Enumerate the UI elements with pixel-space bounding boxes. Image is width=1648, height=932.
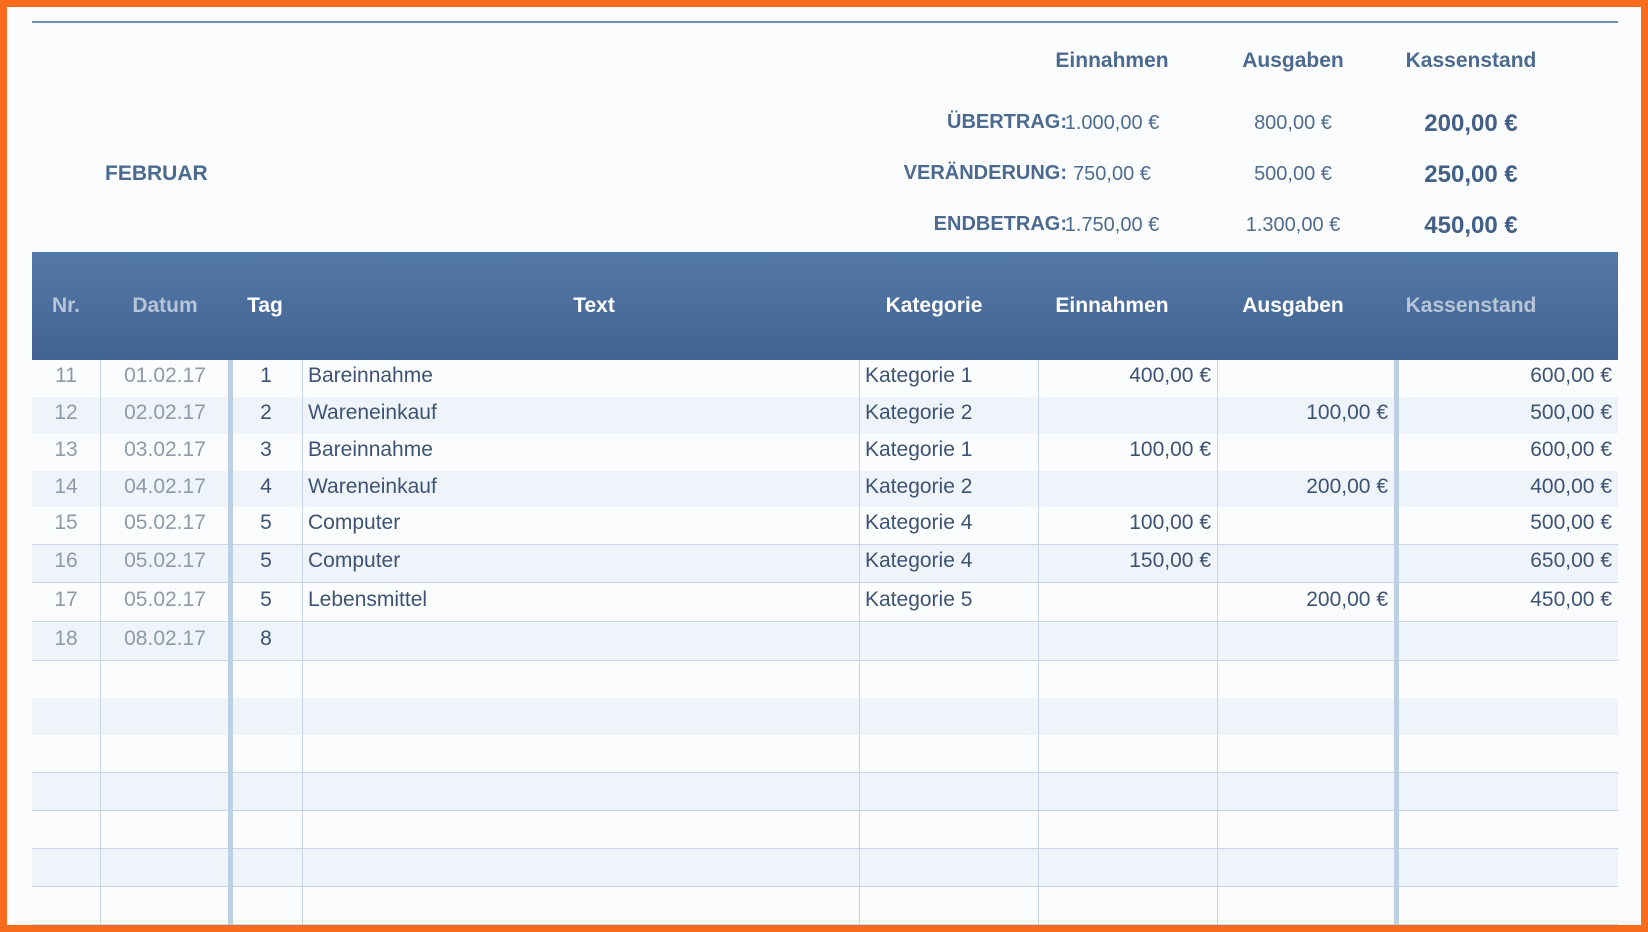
cell-expense[interactable]: 200,00 € — [1306, 475, 1388, 498]
cell-income[interactable] — [1038, 811, 1217, 848]
cell-date[interactable] — [100, 735, 230, 772]
cell-nr[interactable]: 12 — [54, 401, 78, 424]
summary-final-expense[interactable]: 1.300,00 € — [1245, 214, 1341, 236]
column-header-expense[interactable]: Ausgaben — [1242, 294, 1344, 317]
column-header-category[interactable]: Kategorie — [885, 294, 983, 317]
cell-balance[interactable]: 400,00 € — [1530, 475, 1612, 498]
cell-income[interactable] — [1038, 849, 1217, 886]
cell-nr[interactable]: 11 — [55, 364, 77, 387]
cell-income[interactable] — [1038, 397, 1217, 434]
table-row — [32, 811, 1618, 849]
cell-day[interactable] — [230, 811, 302, 848]
cell-category[interactable]: Kategorie 5 — [865, 588, 973, 611]
cell-expense[interactable] — [1217, 849, 1394, 886]
cell-income[interactable] — [1038, 698, 1217, 735]
table-row — [32, 849, 1618, 887]
column-header-nr[interactable]: Nr. — [51, 294, 80, 317]
table-row — [32, 360, 1618, 398]
cell-date[interactable]: 05.02.17 — [124, 511, 206, 534]
cell-expense[interactable] — [1217, 507, 1394, 544]
cell-expense[interactable] — [1217, 623, 1394, 660]
cell-balance[interactable]: 450,00 € — [1530, 588, 1612, 611]
cell-balance[interactable] — [1394, 661, 1618, 698]
cell-nr[interactable]: 16 — [54, 549, 78, 572]
table-row — [32, 584, 1618, 622]
cell-text[interactable]: Lebensmittel — [308, 588, 428, 611]
cell-category[interactable] — [859, 735, 1038, 772]
summary-change-expense[interactable]: 500,00 € — [1254, 163, 1332, 185]
cell-nr[interactable]: 13 — [54, 438, 78, 461]
table-row — [32, 887, 1618, 925]
cell-category[interactable] — [859, 849, 1038, 886]
cell-category[interactable] — [859, 887, 1038, 924]
top-divider — [32, 21, 1618, 23]
cell-balance[interactable] — [1394, 623, 1618, 660]
cell-expense[interactable] — [1217, 661, 1394, 698]
cell-text[interactable]: Wareneinkauf — [308, 475, 437, 498]
cell-expense[interactable] — [1217, 360, 1394, 397]
summary-carryover-balance[interactable]: 200,00 € — [1424, 110, 1518, 137]
cell-nr[interactable] — [32, 735, 100, 772]
cell-text[interactable] — [302, 849, 859, 886]
cell-balance[interactable] — [1394, 887, 1618, 924]
column-header-date[interactable]: Datum — [132, 294, 198, 317]
cell-text[interactable] — [302, 623, 859, 660]
column-divider-thick — [228, 360, 233, 925]
cell-income[interactable] — [1038, 887, 1217, 924]
cell-expense[interactable] — [1217, 811, 1394, 848]
column-header-day[interactable]: Tag — [247, 294, 283, 317]
cell-day[interactable]: 1 — [260, 364, 272, 387]
cell-nr[interactable] — [32, 811, 100, 848]
column-divider — [302, 360, 303, 925]
cell-day[interactable] — [230, 887, 302, 924]
cell-day[interactable] — [230, 698, 302, 735]
summary-header-expense: Ausgaben — [1242, 49, 1344, 72]
cell-nr[interactable] — [32, 849, 100, 886]
cell-day[interactable]: 5 — [260, 511, 272, 534]
cell-income[interactable] — [1038, 773, 1217, 810]
table-row — [32, 507, 1618, 545]
cell-nr[interactable] — [32, 773, 100, 810]
cell-income[interactable]: 100,00 € — [1129, 438, 1211, 461]
cell-balance[interactable]: 600,00 € — [1530, 438, 1612, 461]
cell-day[interactable] — [230, 773, 302, 810]
cell-balance[interactable]: 500,00 € — [1530, 511, 1612, 534]
cell-day[interactable]: 3 — [260, 438, 272, 461]
cell-income[interactable] — [1038, 584, 1217, 621]
cell-text[interactable] — [302, 887, 859, 924]
cell-day[interactable]: 4 — [260, 475, 272, 498]
cell-day[interactable] — [230, 849, 302, 886]
cell-day[interactable] — [230, 661, 302, 698]
column-divider-thick — [1394, 360, 1399, 925]
cell-date[interactable]: 08.02.17 — [124, 627, 206, 650]
cell-balance[interactable] — [1394, 735, 1618, 772]
table-row — [32, 698, 1618, 736]
month-label: FEBRUAR — [105, 162, 208, 185]
column-divider — [1038, 360, 1039, 925]
summary-change-balance[interactable]: 250,00 € — [1424, 161, 1518, 188]
summary-header-income: Einnahmen — [1055, 49, 1169, 72]
cell-balance[interactable] — [1394, 773, 1618, 810]
cell-text[interactable] — [302, 811, 859, 848]
summary-final-balance[interactable]: 450,00 € — [1424, 212, 1518, 239]
cell-category[interactable]: Kategorie 1 — [865, 364, 973, 387]
cell-text[interactable] — [302, 735, 859, 772]
cell-nr[interactable]: 15 — [54, 511, 78, 534]
cell-expense[interactable] — [1217, 887, 1394, 924]
cell-income[interactable] — [1038, 623, 1217, 660]
summary-header-balance: Kassenstand — [1405, 49, 1537, 72]
table-row — [32, 623, 1618, 661]
cell-category[interactable] — [859, 773, 1038, 810]
cell-date[interactable] — [100, 887, 230, 924]
cell-income[interactable] — [1038, 735, 1217, 772]
table-row — [32, 545, 1618, 583]
column-divider — [100, 360, 101, 925]
summary-label-final: ENDBETRAG: — [933, 213, 1067, 235]
cell-balance[interactable]: 500,00 € — [1530, 401, 1612, 424]
cell-date[interactable] — [100, 849, 230, 886]
cell-category[interactable] — [859, 623, 1038, 660]
cell-nr[interactable] — [32, 661, 100, 698]
summary-label-change: VERÄNDERUNG: — [903, 162, 1067, 184]
cell-expense[interactable]: 100,00 € — [1306, 401, 1388, 424]
summary-label-carryover: ÜBERTRAG: — [947, 111, 1067, 133]
table-row — [32, 397, 1618, 435]
cell-text[interactable]: Computer — [308, 511, 401, 534]
column-divider — [859, 360, 860, 925]
cell-date[interactable] — [100, 698, 230, 735]
table-row — [32, 434, 1618, 472]
cell-expense[interactable] — [1217, 773, 1394, 810]
cell-text[interactable]: Bareinnahme — [308, 364, 433, 387]
cell-expense[interactable] — [1217, 434, 1394, 471]
cell-text[interactable]: Computer — [308, 549, 401, 572]
cell-nr[interactable]: 18 — [54, 627, 78, 650]
table-row — [32, 773, 1618, 811]
cell-text[interactable] — [302, 661, 859, 698]
cell-balance[interactable] — [1394, 811, 1618, 848]
cell-expense[interactable] — [1217, 698, 1394, 735]
cell-income[interactable]: 400,00 € — [1129, 364, 1211, 387]
cell-day[interactable]: 5 — [260, 588, 272, 611]
table-row — [32, 471, 1618, 509]
cell-nr[interactable] — [32, 698, 100, 735]
cell-expense[interactable] — [1217, 735, 1394, 772]
cell-nr[interactable]: 14 — [54, 475, 78, 498]
cell-nr[interactable]: 17 — [54, 588, 78, 611]
cell-category[interactable] — [859, 811, 1038, 848]
cell-date[interactable]: 03.02.17 — [124, 438, 206, 461]
cell-category[interactable]: Kategorie 2 — [865, 401, 973, 424]
cell-date[interactable]: 04.02.17 — [124, 475, 206, 498]
cell-category[interactable]: Kategorie 4 — [865, 549, 973, 572]
table-header — [32, 252, 1618, 360]
cell-date[interactable] — [100, 773, 230, 810]
cell-text[interactable] — [302, 773, 859, 810]
column-divider — [1217, 360, 1218, 925]
cell-text[interactable]: Bareinnahme — [308, 438, 433, 461]
summary-carryover-expense[interactable]: 800,00 € — [1254, 112, 1332, 134]
summary-final-income[interactable]: 1.750,00 € — [1064, 214, 1160, 236]
cell-expense[interactable]: 200,00 € — [1306, 588, 1388, 611]
cell-income[interactable] — [1038, 471, 1217, 508]
column-header-balance[interactable]: Kassenstand — [1405, 294, 1537, 317]
table-row — [32, 661, 1618, 699]
summary-change-income[interactable]: 750,00 € — [1073, 163, 1151, 185]
cell-income[interactable]: 100,00 € — [1129, 511, 1211, 534]
column-header-income[interactable]: Einnahmen — [1055, 294, 1169, 317]
summary-carryover-income[interactable]: 1.000,00 € — [1064, 112, 1160, 134]
cell-category[interactable]: Kategorie 1 — [865, 438, 973, 461]
cell-date[interactable] — [100, 661, 230, 698]
cell-day[interactable] — [230, 735, 302, 772]
cell-date[interactable]: 01.02.17 — [124, 364, 206, 387]
cell-category[interactable]: Kategorie 4 — [865, 511, 973, 534]
cell-day[interactable]: 8 — [260, 627, 272, 650]
cell-date[interactable]: 05.02.17 — [124, 588, 206, 611]
cell-date[interactable] — [100, 811, 230, 848]
cell-balance[interactable]: 600,00 € — [1530, 364, 1612, 387]
cell-nr[interactable] — [32, 887, 100, 924]
cell-category[interactable] — [859, 661, 1038, 698]
cell-text[interactable] — [302, 698, 859, 735]
cell-balance[interactable] — [1394, 849, 1618, 886]
cell-day[interactable]: 5 — [260, 549, 272, 572]
cell-day[interactable]: 2 — [260, 401, 272, 424]
cell-balance[interactable]: 650,00 € — [1530, 549, 1612, 572]
table-row — [32, 735, 1618, 773]
column-header-text[interactable]: Text — [573, 294, 615, 317]
cell-income[interactable]: 150,00 € — [1129, 549, 1211, 572]
cell-date[interactable]: 05.02.17 — [124, 549, 206, 572]
cell-text[interactable]: Wareneinkauf — [308, 401, 437, 424]
cell-category[interactable]: Kategorie 2 — [865, 475, 973, 498]
cell-balance[interactable] — [1394, 698, 1618, 735]
cell-income[interactable] — [1038, 661, 1217, 698]
cell-date[interactable]: 02.02.17 — [124, 401, 206, 424]
cell-expense[interactable] — [1217, 545, 1394, 582]
spreadsheet-page — [7, 7, 1641, 925]
cell-category[interactable] — [859, 698, 1038, 735]
